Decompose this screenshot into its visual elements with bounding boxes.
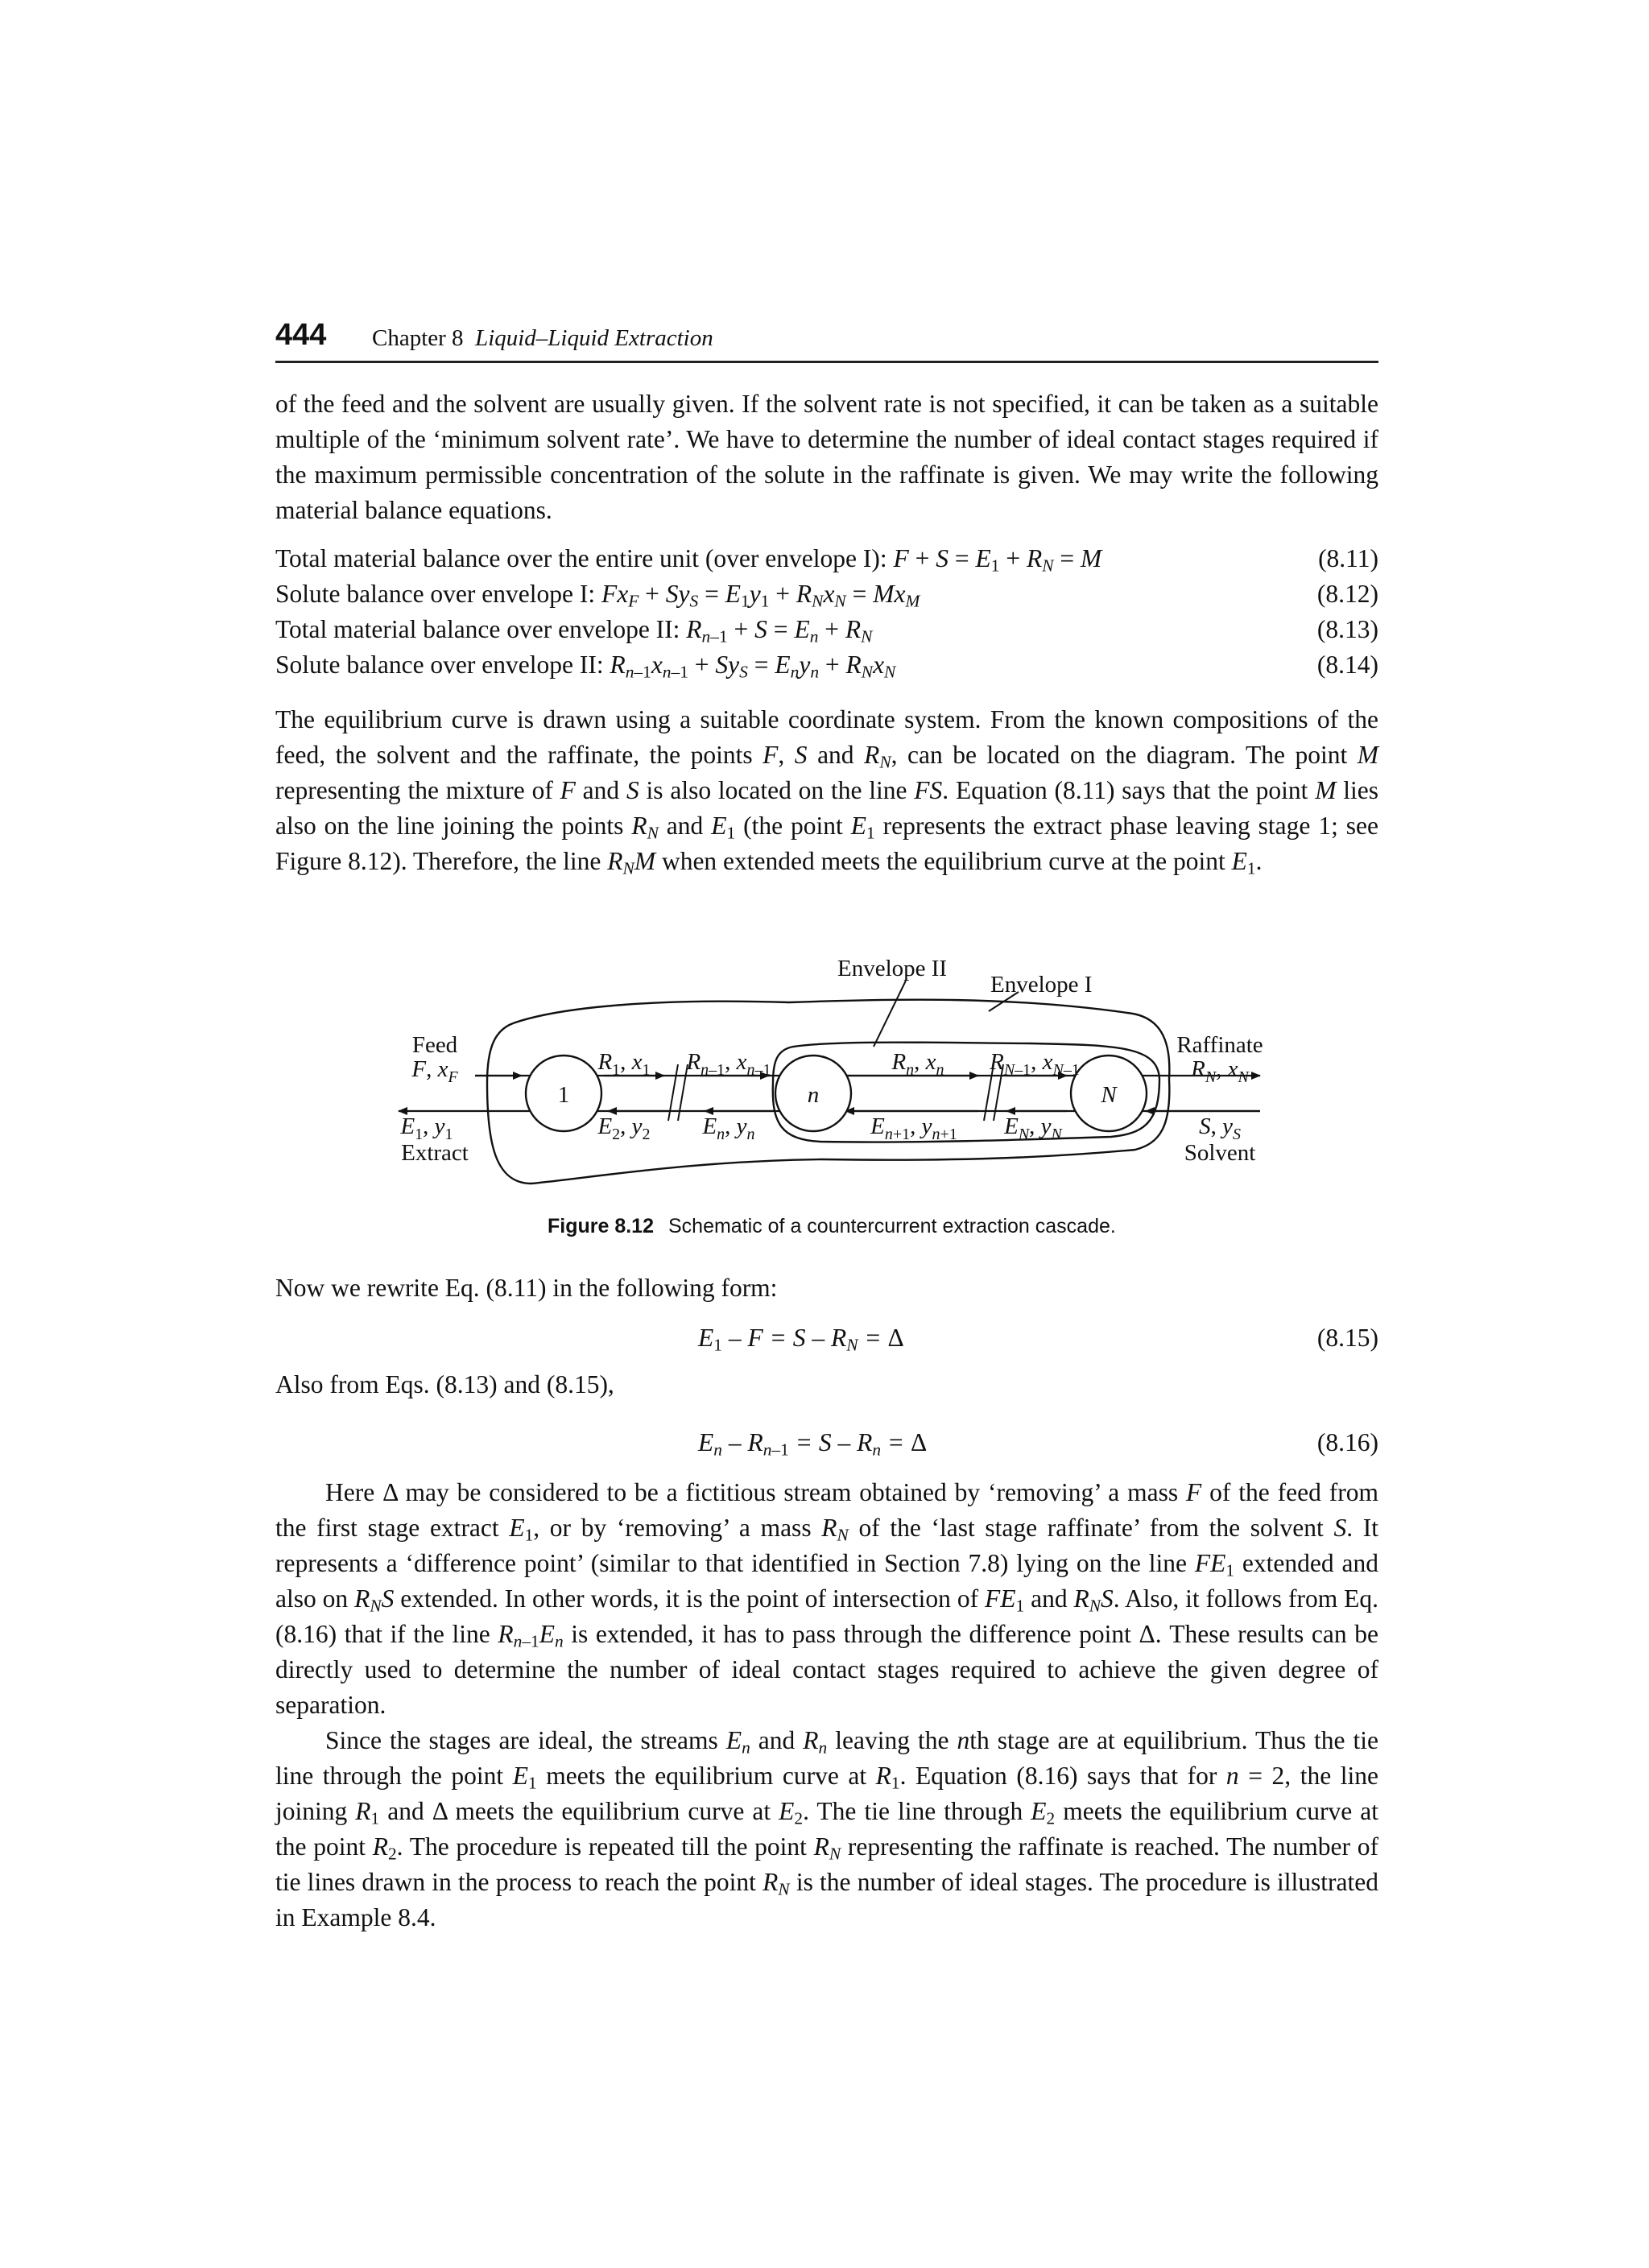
equation-8-16: $E_n - R_{n-1} = S - R_n = \Delta$ (8.16): [275, 1425, 1378, 1460]
equation-number: (8.11): [1318, 544, 1378, 572]
equation-number: (8.12): [1316, 580, 1378, 608]
equation-number: (8.14): [1316, 651, 1378, 679]
equation-8-13: Total material balance over envelope II: $R_{n-1} + S = E_n + R_N$ (8.13): [275, 612, 1378, 647]
stream-en-label: $E_n$, $y_n$: [702, 1113, 755, 1143]
equation-8-11: Total material balance over the entire unit (over envelope I): $F + S = E_1 + R_N = M$ (8.11): [275, 541, 1378, 576]
stream-rn-1-label: $R_n-1$, $x_n-1$: [686, 1049, 771, 1079]
extract-label: Extract: [401, 1140, 469, 1166]
chapter-title: Liquid–Liquid Extraction: [475, 325, 713, 351]
page-number: 444: [275, 318, 327, 352]
raffinate-composition-label: $R_N$, $x_N$: [1191, 1056, 1249, 1086]
equation-number: (8.16): [1316, 1428, 1378, 1456]
solvent-composition-label: S, $y_S$: [1199, 1113, 1241, 1143]
chapter-label: Chapter 8: [372, 325, 464, 351]
envelope-ii-leader: [874, 981, 906, 1047]
running-header: [275, 319, 1378, 363]
paragraph-procedure: Since the stages are ideal, the streams $E_n$ and $R_n$ leaving the nth stage are at equilibrium. Thus the tie line through the point $E_1$ meets the equilibrium curve at $R_1$. Equation (8.16) says that for n = 2, the line joining $R_1$ and Δ meets the equilibrium curve at $E_2$. The tie line through $E_2$ meets the equilibrium curve at the point $R_2$. The procedure is repeated till the point $R_N$ representing the raffinate is reached. The number of tie lines drawn in the process to reach the point $R_N$ is the number of ideal stages. The procedure is illustrated in Example 8.4.: [275, 1726, 1379, 1931]
figure-caption: [548, 1214, 1116, 1238]
equation-number: (8.13): [1316, 615, 1378, 643]
equation-label: Total material balance over envelope II:: [275, 615, 680, 643]
equation-label: Solute balance over envelope II:: [275, 651, 604, 679]
equation-label: Solute balance over envelope I:: [275, 580, 596, 608]
feed-composition-label: F, $x_F$: [411, 1056, 458, 1086]
stream-r1-label: $R_1$, $x_1$: [597, 1049, 651, 1079]
envelope-ii-label: Envelope II: [837, 956, 948, 981]
stage-1-label: 1: [557, 1082, 570, 1108]
paragraph-equilibrium: The equilibrium curve is drawn using a suitable coordinate system. From the known compositions of the feed, the solvent and the raffinate, the points F, S and $R_N$, can be located on the diagram. The point M representing the mixture of F and S is also located on the line FS. Equation (8.11) says that the point M lies also on the line joining the points $R_N$ and $E_1$ (the point $E_1$ represents the extract phase leaving stage 1; see Figure 8.12). Therefore, the line $R_NM$ when extended meets the equilibrium curve at the point $E_1$.: [275, 705, 1379, 878]
break-mark-left: [668, 1064, 688, 1121]
chapter-heading: [372, 325, 713, 351]
raffinate-label: Raffinate: [1176, 1032, 1263, 1058]
equation-8-14: Solute balance over envelope II: $R_{n-1}x_{n-1} + Sy_S = E_ny_n + R_Nx_N$ (8.14): [275, 647, 1378, 683]
figure-caption-text: Schematic of a countercurrent extraction cascade.: [668, 1215, 1116, 1237]
stream-e2-label: $E_2$, $y_2$: [597, 1113, 651, 1143]
paragraph-difference-point: Here Δ may be considered to be a fictitious stream obtained by ‘removing’ a mass F of the feed from the first stage extract $E_1$, or by ‘removing’ a mass $R_N$ of the ‘last stage raffinate’ from the solvent S. It represents a ‘difference point’ (similar to that identified in Section 7.8) lying on the line $FE_1$ extended and also on $R_NS$ extended. In other words, it is the point of intersection of $FE_1$ and $R_NS$. Also, it follows from Eq. (8.16) that if the line $R_{n-1}E_n$ is extended, it has to pass through the difference point Δ. These results can be directly used to determine the number of ideal contact stages required to achieve the given degree of separation.: [275, 1478, 1379, 1719]
also-from-line: Also from Eqs. (8.13) and (8.15),: [275, 1370, 614, 1398]
stream-rN-1-label: $R_N-1$, $x_N-1$: [990, 1049, 1080, 1079]
stream-rn-label: $R_n$, $x_n$: [891, 1049, 944, 1079]
feed-label: Feed: [411, 1032, 458, 1058]
rewrite-intro: Now we rewrite Eq. (8.11) in the following form:: [275, 1274, 778, 1302]
stage-n-label: n: [807, 1082, 820, 1108]
countercurrent-cascade-diagram: [378, 942, 1296, 1200]
solvent-label: Solvent: [1184, 1140, 1256, 1166]
equation-number: (8.15): [1316, 1324, 1378, 1352]
stream-en+1-label: $E_n+1$, $y_n+1$: [870, 1113, 957, 1143]
equation-8-15: $E_1 - F = S - R_N = \Delta$ (8.15): [275, 1320, 1378, 1356]
equation-label: Total material balance over the entire unit (over envelope I):: [275, 544, 887, 572]
envelope-i-label: Envelope I: [990, 972, 1093, 998]
figure-number: Figure 8.12: [548, 1215, 654, 1237]
paragraph-intro: of the feed and the solvent are usually given. If the solvent rate is not specified, it can be taken as a suitable multiple of the ‘minimum solvent rate’. We have to determine the number of ideal contact stages required if the maximum permissible concentration of the solute in the raffinate is given. We may write the following material balance equations.: [275, 390, 1378, 524]
extract-composition-label: $E_1$, $y_1$: [400, 1113, 453, 1143]
stream-eN-label: $E_N$, $y_N$: [1004, 1113, 1062, 1143]
stage-N-label: N: [1101, 1082, 1117, 1108]
equation-8-12: Solute balance over envelope I: $Fx_F + Sy_S = E_1y_1 + R_Nx_N = Mx_M$ (8.12): [275, 576, 1378, 612]
